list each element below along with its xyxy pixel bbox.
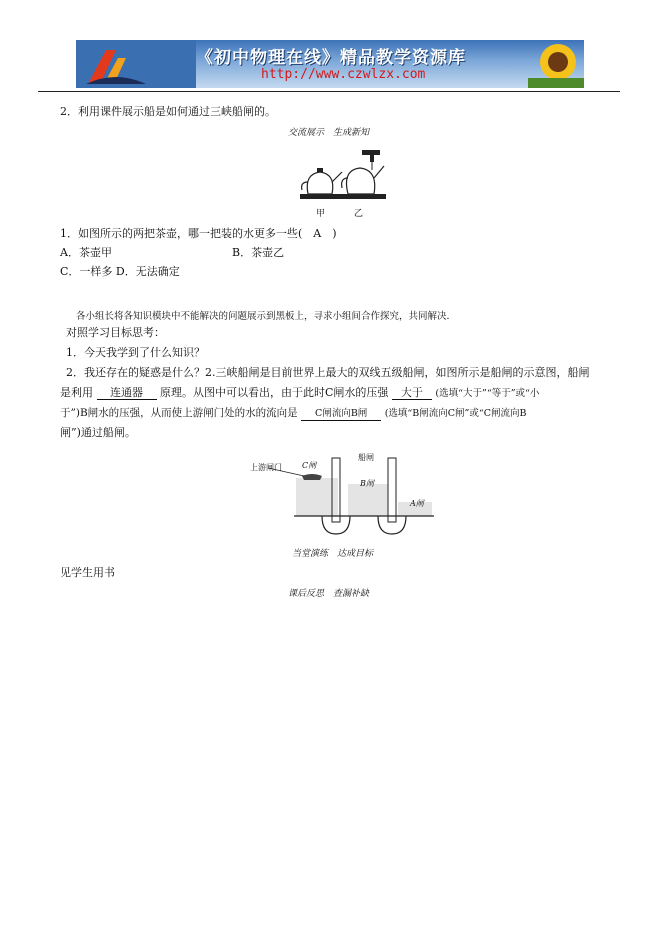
q2-answer-3: C闸流向B闸 <box>301 408 381 421</box>
q1-option-a: A．茶壶甲 <box>60 246 112 259</box>
q1-stem: 1．如图所示的两把茶壶，哪一把装的水更多一些( A ) <box>60 227 337 240</box>
header-rule <box>38 91 620 92</box>
reflect-item-1: 1．今天我学到了什么知识？ <box>66 346 205 359</box>
banner-title: 《初中物理在线》精品教学资源库 <box>196 48 466 68</box>
q1-option-b: B．茶壶乙 <box>232 246 285 259</box>
reflect-heading: 对照学习目标思考： <box>66 326 165 339</box>
section-after-heading: 课后反思 查漏补缺 <box>288 589 370 599</box>
q2-line2-a: 是利用 <box>60 386 93 399</box>
student-book-note: 见学生用书 <box>60 566 115 579</box>
q2-line-4: 闸”)通过船闸。 <box>60 426 136 439</box>
group-note: 各小组长将各知识模块中不能解决的问题展示到黑板上，寻求小组间合作探究，共同解决． <box>76 311 457 322</box>
reflect-item-2-lead: 2．我还存在的疑惑是什么？ <box>66 366 205 379</box>
fig1-label-a: 甲 <box>316 209 326 219</box>
q2-answer-2: 大于 <box>392 387 432 400</box>
q2-line-3 <box>60 406 526 421</box>
q2-line3-a: 于”)B闸水的压强，从而使上游闸门处的水的流向是 <box>60 407 298 419</box>
teapot-figure <box>298 148 390 218</box>
fig1-label-b: 乙 <box>354 209 364 219</box>
q2-line3-b: (选填“B闸流向C闸”或“C闸流向B <box>384 408 527 419</box>
sunflower-icon <box>528 40 584 88</box>
q2-line2-b: 原理。从图中可以看出，由于此时C闸水的压强 <box>160 386 389 399</box>
reflect-item-2 <box>66 366 590 380</box>
c-gate-label: C闸 <box>302 461 317 470</box>
section-exchange-heading: 交流展示 生成新知 <box>288 128 370 138</box>
lock-chamber-label: 船闸 <box>358 453 374 462</box>
b-gate-label: B闸 <box>360 479 374 488</box>
logo-icon <box>76 40 196 88</box>
upper-gate-label: 上游闸门 <box>250 463 282 472</box>
banner-url[interactable]: http://www.czwlzx.com <box>261 67 426 82</box>
q2-answer-1: 连通器 <box>97 387 157 400</box>
header-banner <box>76 40 584 88</box>
intro-text: 2．利用课件展示船是如何通过三峡船闸的。 <box>60 105 276 118</box>
section-practice-heading: 当堂演练 达成目标 <box>292 549 374 559</box>
q2-line-2 <box>60 386 539 401</box>
a-gate-label: A闸 <box>410 499 424 508</box>
q2-line2-c: (选填“大于”“等于”或“小 <box>435 388 540 399</box>
q1-option-cd: C．一样多 D．无法确定 <box>60 265 180 278</box>
q2-stem: 2.三峡船闸是目前世界上最大的双线五级船闸，如图所示是船闸的示意图，船闸 <box>205 366 590 379</box>
